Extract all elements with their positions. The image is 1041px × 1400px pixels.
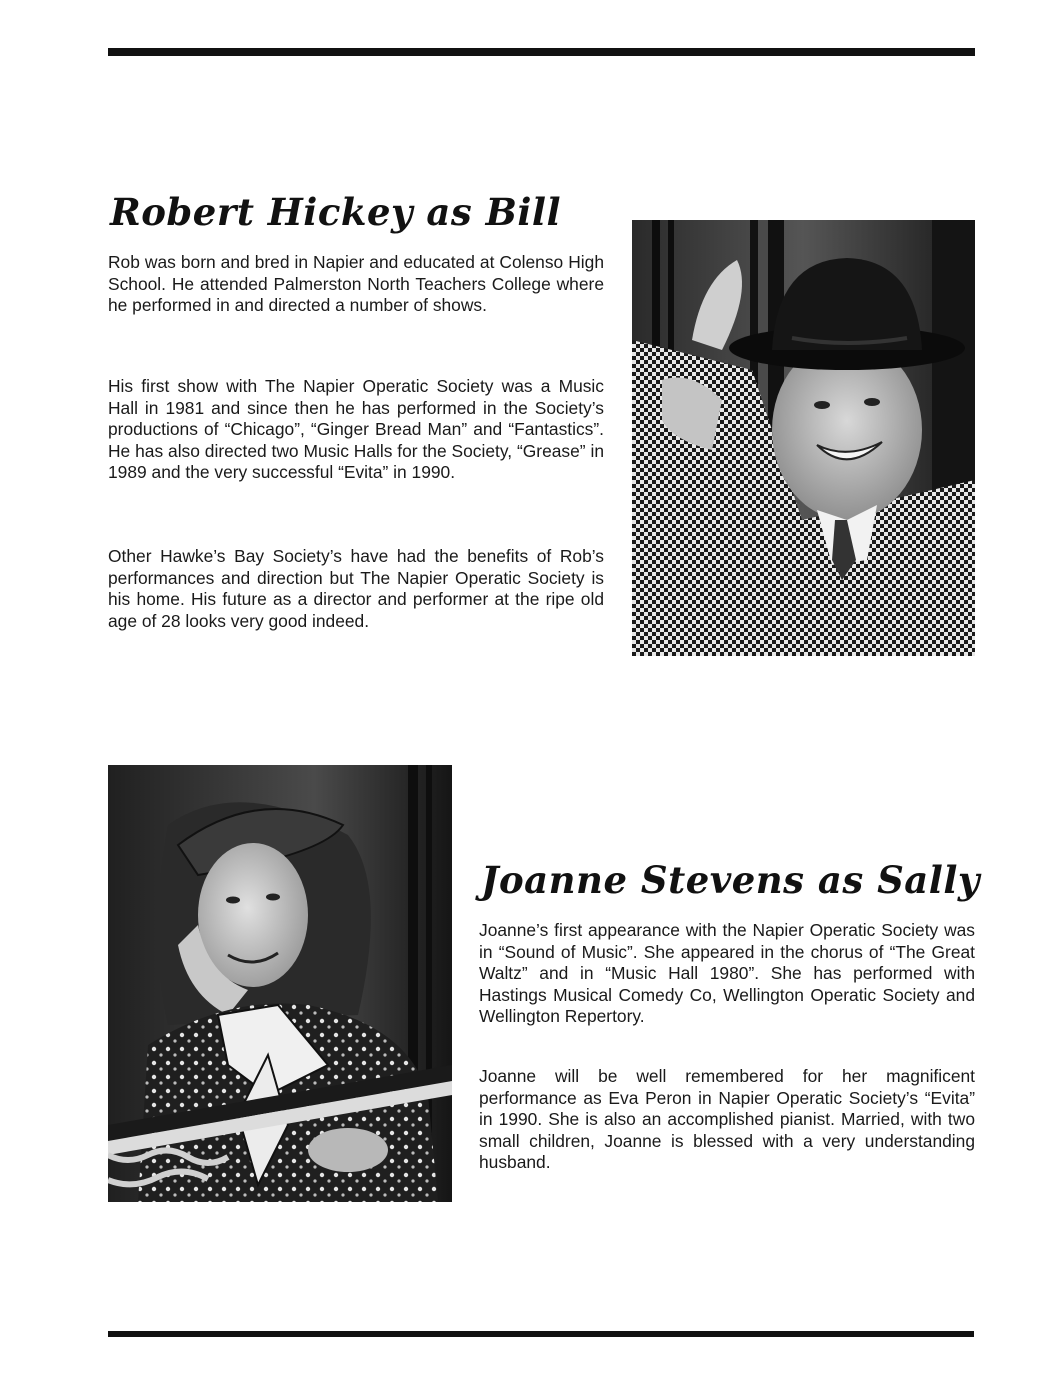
robert-paragraph-1: Rob was born and bred in Napier and educated at Colenso High School. He attended Palmerston North Teachers College where he performed in and directed a number of shows. [108,252,604,316]
top-rule [108,48,975,56]
robert-paragraph-3: Other Hawke’s Bay Society’s have had the benefits of Rob’s performances and direction but The Napier Operatic Society is his home. His future as a director and performer at the ripe old age of 28 looks very good indeed. [108,546,604,631]
section-heading-joanne-stevens: Joanne Stevens as Sally [481,858,980,902]
joanne-paragraph-1: Joanne’s first appearance with the Napier Operatic Society was in “Sound of Music”. She appeared in the chorus of “The Great Waltz” and in “Music Hall 1980”. She has performed with Hastings Musical Comedy Co, Wellington Operatic Society and Wellington Repertory. [479,920,975,1027]
man-in-bowler-hat-photo [632,220,975,656]
bottom-rule [108,1331,974,1337]
robert-paragraph-2: His first show with The Napier Operatic Society was a Music Hall in 1981 and since then he has performed in the Society’s productions of “Chicago”, “Ginger Bread Man” and “Fantastics”. He has also directed two Music Halls for the Society, “Grease” in 1989 and the very successful “Evita” in 1990. [108,376,604,483]
woman-in-beret-photo [108,765,452,1202]
joanne-paragraph-2: Joanne will be well remembered for her magnificent performance as Eva Peron in Napier Operatic Society’s “Evita” in 1990. She is also an accomplished pianist. Married, with two small children, Joanne is blessed with a very understanding husband. [479,1066,975,1173]
section-heading-robert-hickey: Robert Hickey as Bill [110,190,562,234]
